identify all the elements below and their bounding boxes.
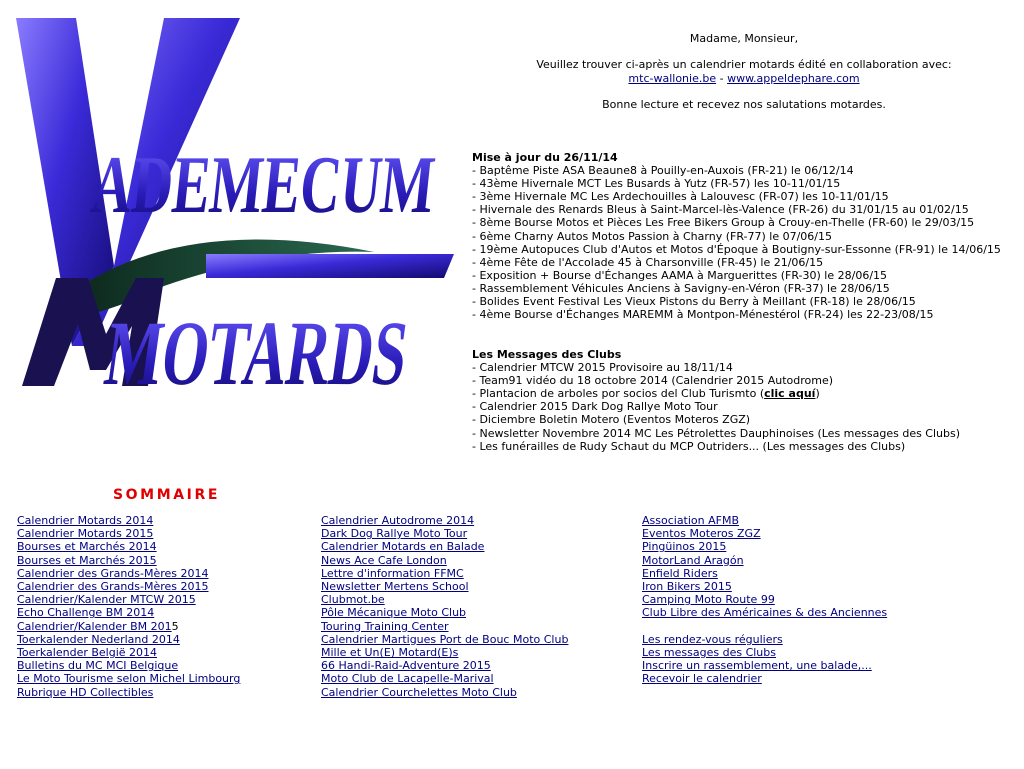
sommaire-link[interactable]: Dark Dog Rallye Moto Tour <box>321 527 468 541</box>
sommaire-link[interactable]: Association AFMB <box>642 514 740 527</box>
sommaire-link[interactable]: Le Moto Tourisme selon Michel Limbourg <box>17 672 241 686</box>
sommaire-link[interactable]: Mille et Un(E) Motard(E)s <box>321 646 459 660</box>
message-item-with-link <box>472 387 1020 400</box>
sommaire-link[interactable]: Clubmot.be <box>321 593 385 607</box>
sommaire-link[interactable]: Les messages des Clubs <box>642 646 776 660</box>
message-item: - Newsletter Novembre 2014 MC Les Pétrolettes Dauphinoises (Les messages des Clubs) <box>472 426 961 440</box>
sommaire-link[interactable]: Eventos Moteros ZGZ <box>642 527 761 541</box>
sommaire-link[interactable]: Touring Training Center <box>321 619 449 633</box>
sommaire-link[interactable]: Calendrier Motards 2014 <box>17 514 154 527</box>
sommaire-link[interactable]: Toerkalender Nederland 2014 <box>17 632 180 646</box>
partner-links <box>470 72 1018 85</box>
sommaire-link[interactable]: Bourses et Marchés 2015 <box>17 553 157 567</box>
update-item: - Hivernale des Renards Bleus à Saint-Marcel-lès-Valence (FR-26) du 31/01/15 au 01/02/15 <box>472 203 969 217</box>
sommaire-link[interactable]: Calendrier/Kalender BM 201 <box>17 619 172 633</box>
sommaire-link[interactable]: News Ace Cafe London <box>321 553 447 567</box>
sommaire-link[interactable]: Pingüinos 2015 <box>642 540 727 554</box>
sommaire-link-suffix: 5 <box>171 619 179 633</box>
update-item: - Baptême Piste ASA Beaune8 à Pouilly-en-Auxois (FR-21) le 06/12/14 <box>472 164 854 178</box>
sommaire-link[interactable]: Recevoir le calendrier <box>642 672 762 686</box>
sommaire-column-1 <box>17 514 240 699</box>
update-item: - Rassemblement Véhicules Anciens à Savigny-en-Véron (FR-37) le 28/06/15 <box>472 281 890 295</box>
intro-text: Veuillez trouver ci-après un calendrier motards édité en collaboration avec: <box>536 58 952 72</box>
logo-line2: MOTARDS <box>99 302 458 388</box>
sommaire-link[interactable]: Calendrier des Grands-Mères 2014 <box>17 566 209 580</box>
sommaire-column-3 <box>642 514 887 686</box>
sommaire-title: SOMMAIRE <box>113 487 221 503</box>
sommaire-link[interactable]: Bourses et Marchés 2014 <box>17 540 157 554</box>
intro-block <box>470 32 1018 112</box>
logo-line1: ADEMECUM <box>87 139 458 230</box>
mtc-wallonie-link[interactable]: mtc-wallonie.be <box>628 71 717 85</box>
sommaire-link[interactable]: Newsletter Mertens School <box>321 580 469 594</box>
sommaire-link[interactable]: Calendrier Autodrome 2014 <box>321 514 475 527</box>
clic-aqui-link[interactable]: clic aquí <box>764 387 816 401</box>
message-text: - Plantacion de arboles por socios del Club Turismto ( <box>472 387 765 401</box>
sommaire-link[interactable]: Moto Club de Lacapelle-Marival <box>321 672 494 686</box>
sommaire-link[interactable]: Les rendez-vous réguliers <box>642 632 783 646</box>
sommaire-link[interactable]: Pôle Mécanique Moto Club <box>321 606 467 620</box>
sommaire-link[interactable]: Echo Challenge BM 2014 <box>17 606 155 620</box>
sommaire-link[interactable]: Enfield Riders <box>642 566 718 580</box>
message-item: - Calendrier 2015 Dark Dog Rallye Moto Tour <box>472 400 718 414</box>
sommaire-link[interactable]: Inscrire un rassemblement, une balade,... <box>642 659 872 673</box>
update-item: - 4ème Fête de l'Accolade 45 à Charsonville (FR-45) le 21/06/15 <box>472 255 824 269</box>
update-item: - 19ème Autopuces Club d'Autos et Motos d'Époque à Boutigny-sur-Essonne (FR-91) le 14/06/15 <box>472 242 1001 256</box>
sommaire-link[interactable]: 66 Handi-Raid-Adventure 2015 <box>321 659 491 673</box>
message-item: - Diciembre Boletin Motero (Eventos Moteros ZGZ) <box>472 413 751 427</box>
sommaire-link[interactable]: Calendrier Martigues Port de Bouc Moto Club <box>321 632 569 646</box>
update-item: - 3ème Hivernale MC Les Ardechouilles à Lalouvesc (FR-07) les 10-11/01/15 <box>472 190 889 204</box>
appeldephare-link[interactable]: www.appeldephare.com <box>727 71 860 85</box>
updates-title: Mise à jour du 26/11/14 <box>472 151 618 164</box>
update-item: - 8ème Bourse Motos et Pièces Les Free Bikers Group à Crouy-en-Thelle (FR-60) le 29/03/15 <box>472 216 975 230</box>
sommaire-link[interactable]: Camping Moto Route 99 <box>642 593 775 607</box>
message-text-end: ) <box>815 387 820 401</box>
sommaire-link[interactable]: Bulletins du MC MCI Belgique <box>17 659 179 673</box>
sommaire-link-row <box>17 620 240 633</box>
greeting: Madame, Monsieur, <box>689 32 799 45</box>
sommaire-link[interactable]: MotorLand Aragón <box>642 553 744 567</box>
club-messages-title: Les Messages des Clubs <box>472 348 622 361</box>
update-item: - Bolides Event Festival Les Vieux Pistons du Berry à Meillant (FR-18) le 28/06/15 <box>472 295 916 309</box>
club-messages-block <box>472 348 1020 453</box>
update-item: - 6ème Charny Autos Motos Passion à Charny (FR-77) le 07/06/15 <box>472 229 832 243</box>
sommaire-link[interactable]: Calendrier Courchelettes Moto Club <box>321 685 517 699</box>
message-item: - Calendrier MTCW 2015 Provisoire au 18/11/14 <box>472 361 733 375</box>
vademecum-motards-logo <box>14 16 458 388</box>
sommaire-link[interactable]: Calendrier Motards en Balade <box>321 540 485 554</box>
sommaire-link[interactable]: Club Libre des Américaines & des Anciennes <box>642 606 888 620</box>
message-item: - Team91 vidéo du 18 octobre 2014 (Calendrier 2015 Autodrome) <box>472 374 834 388</box>
updates-block <box>472 151 1020 321</box>
closing-text: Bonne lecture et recevez nos salutations motardes. <box>602 98 886 112</box>
sommaire-link[interactable]: Calendrier des Grands-Mères 2015 <box>17 580 209 594</box>
sommaire-link[interactable]: Lettre d'information FFMC <box>321 566 464 580</box>
link-separator: - <box>719 71 724 85</box>
column-spacer <box>642 620 887 633</box>
update-item: - 43ème Hivernale MCT Les Busards à Yutz (FR-57) les 10-11/01/15 <box>472 177 841 191</box>
update-item: - 4ème Bourse d'Échanges MAREMM à Montpon-Ménestérol (FR-24) les 22-23/08/15 <box>472 308 934 322</box>
sommaire-link[interactable]: Calendrier Motards 2015 <box>17 527 154 541</box>
sommaire-link[interactable]: Rubrique HD Collectibles <box>17 685 154 699</box>
message-item: - Les funérailles de Rudy Schaut du MCP Outriders... (Les messages des Clubs) <box>472 439 906 453</box>
sommaire-link[interactable]: Toerkalender België 2014 <box>17 646 158 660</box>
update-item: - Exposition + Bourse d'Échanges AAMA à Marguerittes (FR-30) le 28/06/15 <box>472 268 888 282</box>
sommaire-link[interactable]: Calendrier/Kalender MTCW 2015 <box>17 593 196 607</box>
sommaire-link[interactable]: Iron Bikers 2015 <box>642 580 732 594</box>
sommaire-column-2 <box>321 514 568 699</box>
